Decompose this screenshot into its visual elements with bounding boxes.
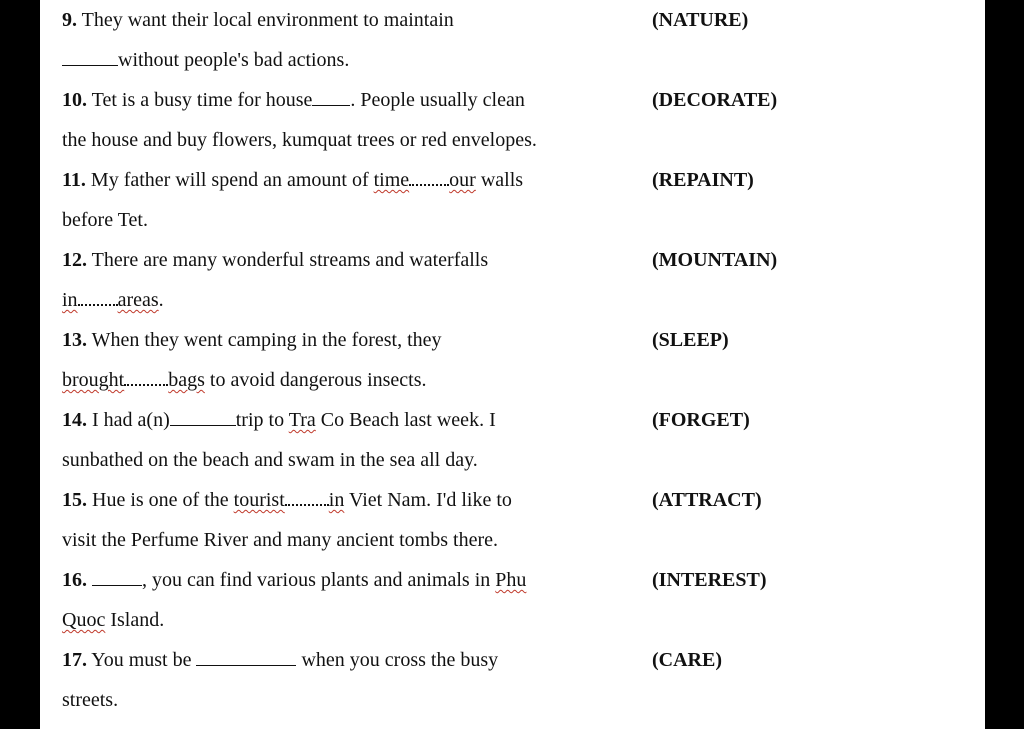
spellcheck-word: Tra — [288, 409, 316, 431]
question-text: . People usually clean — [350, 89, 525, 111]
question-text: My father will spend an amount of — [90, 169, 369, 191]
answer-blank[interactable] — [170, 405, 236, 426]
question-text: trip to — [235, 409, 285, 431]
word-hint: (SLEEP) — [652, 329, 729, 351]
answer-blank[interactable] — [409, 166, 449, 186]
word-hint: (MOUNTAIN) — [652, 249, 778, 271]
answer-blank[interactable] — [196, 645, 296, 666]
spellcheck-word: Quoc — [62, 609, 106, 631]
question-text: Co Beach last week. I — [320, 409, 496, 431]
spellcheck-word: tourist — [233, 489, 285, 511]
question-9-line-1 — [62, 0, 622, 40]
answer-blank[interactable] — [92, 565, 142, 586]
question-text: without people's bad actions. — [118, 49, 350, 71]
question-14-line-2 — [62, 440, 622, 480]
word-hint: (ATTRACT) — [652, 489, 762, 511]
question-text: They want their local environment to maintain — [81, 9, 454, 31]
question-number: 14. — [62, 409, 87, 431]
answer-blank[interactable] — [285, 486, 329, 506]
question-10-line-2 — [62, 120, 622, 160]
question-text: before Tet. — [62, 209, 148, 231]
question-text: visit the Perfume River and many ancient tombs there. — [62, 529, 498, 551]
question-text: Hue is one of the — [92, 489, 229, 511]
word-hint: (CARE) — [652, 649, 722, 671]
answer-blank[interactable] — [62, 45, 118, 66]
question-10-line-1 — [62, 80, 622, 120]
question-text: Viet Nam. I'd like to — [348, 489, 512, 511]
word-hint: (DECORATE) — [652, 89, 778, 111]
question-text: When they went camping in the forest, they — [91, 329, 442, 351]
answer-blank[interactable] — [78, 286, 118, 306]
spellcheck-word: in — [62, 289, 78, 311]
question-number: 10. — [62, 89, 87, 111]
word-hint: (INTEREST) — [652, 569, 767, 591]
question-13-line-1 — [62, 320, 622, 360]
question-12-line-2 — [62, 280, 622, 320]
question-number: 15. — [62, 489, 87, 511]
question-text: . — [158, 289, 164, 311]
question-text: I had a(n) — [92, 409, 170, 431]
question-text: Island. — [110, 609, 165, 631]
question-17-line-1 — [62, 640, 622, 680]
question-number: 13. — [62, 329, 87, 351]
question-15-line-1 — [62, 480, 622, 520]
question-number: 11. — [62, 169, 86, 191]
question-14-line-1 — [62, 400, 622, 440]
question-number: 16. — [62, 569, 87, 591]
question-text: the house and buy flowers, kumquat trees or red envelopes. — [62, 129, 537, 151]
spellcheck-word: bags — [168, 369, 205, 391]
question-text: to avoid dangerous insects. — [209, 369, 427, 391]
question-text: , you can find various plants and animals in — [142, 569, 491, 591]
question-9-line-2 — [62, 40, 622, 80]
question-11-line-1 — [62, 160, 622, 200]
question-number: 17. — [62, 649, 87, 671]
word-hint: (FORGET) — [652, 409, 750, 431]
spellcheck-word: time — [373, 169, 410, 191]
question-text: sunbathed on the beach and swam in the sea all day. — [62, 449, 478, 471]
spellcheck-word: Phu — [495, 569, 527, 591]
question-17-line-2 — [62, 680, 622, 720]
word-hint: (REPAINT) — [652, 169, 754, 191]
question-number: 9. — [62, 9, 77, 31]
question-16-line-1 — [62, 560, 622, 600]
question-text: walls — [480, 169, 524, 191]
question-text: Tet is a busy time for house — [91, 89, 313, 111]
question-text: You must be — [91, 649, 192, 671]
spellcheck-word: brought — [62, 369, 125, 391]
word-hint: (NATURE) — [652, 9, 749, 31]
question-16-line-2 — [62, 600, 622, 640]
question-11-line-2 — [62, 200, 622, 240]
question-text: There are many wonderful streams and waterfalls — [91, 249, 489, 271]
question-15-line-2 — [62, 520, 622, 560]
spellcheck-word: areas — [117, 289, 159, 311]
question-number: 12. — [62, 249, 87, 271]
worksheet-page — [40, 0, 985, 729]
question-12-line-1 — [62, 240, 622, 280]
spellcheck-word: in — [328, 489, 345, 511]
question-13-line-2 — [62, 360, 622, 400]
answer-blank[interactable] — [124, 366, 168, 386]
question-text: streets. — [62, 689, 119, 711]
answer-blank[interactable] — [312, 85, 350, 106]
question-text: when you cross the busy — [301, 649, 499, 671]
spellcheck-word: our — [449, 169, 476, 191]
